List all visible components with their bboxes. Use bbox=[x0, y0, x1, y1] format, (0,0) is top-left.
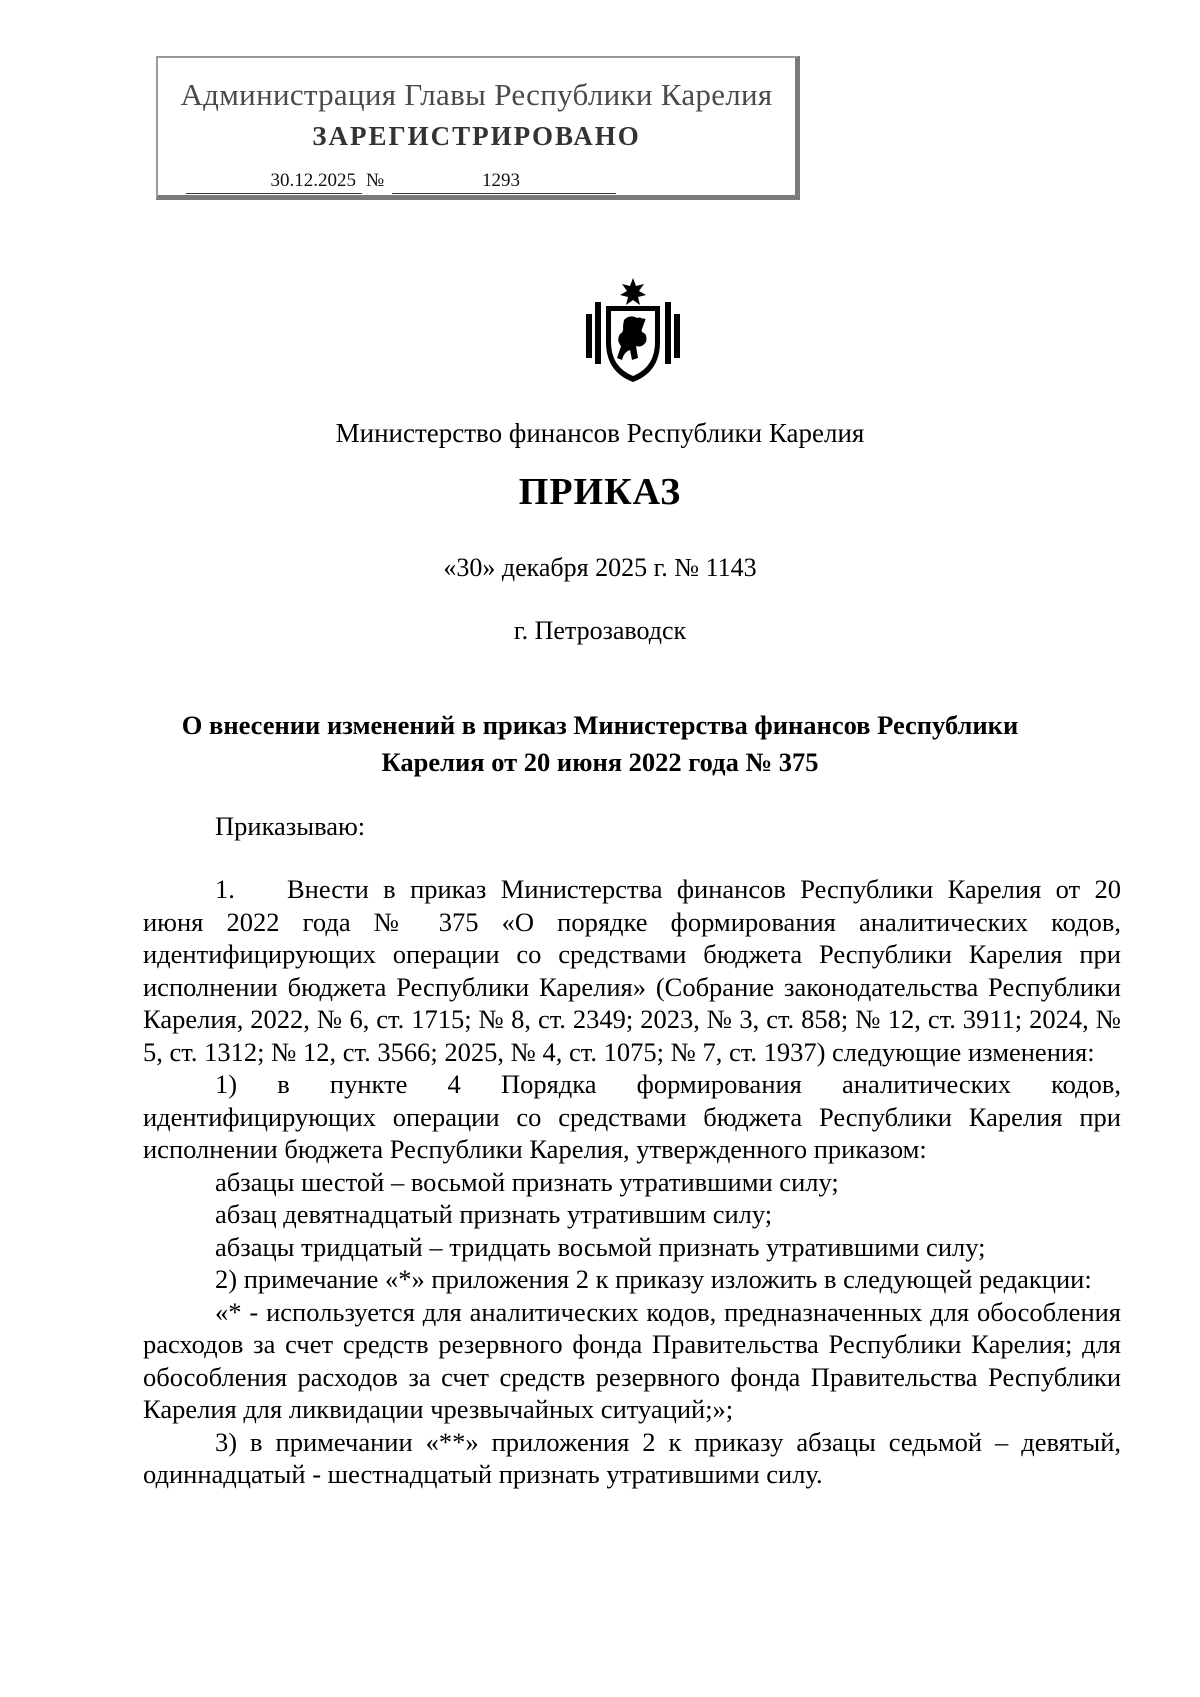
subitem-1: 1) в пункте 4 Порядка формирования аналитических кодов, идентифицирующих операции со средствами бюджета Республики Карелия при исполнении бюджета Республики Карелия, утвержденного приказом: bbox=[143, 1069, 1121, 1164]
order-subject bbox=[0, 707, 1200, 781]
subitem-2-quote: «* - используется для аналитических кодов, предназначенных для обособления расходов за счет средств резервного фонда Правительства Республики Карелия; для обособления расходов за счет средств резервного фонда Правительства Республики Карелия для ликвидации чрезвычайных ситуаций;»; bbox=[143, 1296, 1121, 1424]
stamp-status: ЗАРЕГИСТРИРОВАНО bbox=[312, 121, 641, 151]
decree-word: Приказываю: bbox=[215, 811, 366, 841]
stamp-date: 30.12.2025 bbox=[186, 170, 362, 194]
subject-line-2: Карелия от 20 июня 2022 года № 375 bbox=[381, 747, 819, 777]
coat-of-arms-icon bbox=[580, 276, 686, 386]
order-date-number: «30» декабря 2025 г. № 1143 bbox=[443, 553, 757, 582]
subitem-1-b: абзац девятнадцатый признать утратившим силу; bbox=[215, 1199, 773, 1229]
stamp-number: 1293 bbox=[392, 170, 616, 194]
subitem-2: 2) примечание «*» приложения 2 к приказу изложить в следующей редакции: bbox=[215, 1264, 1092, 1294]
subitem-1-a: абзацы шестой – восьмой признать утратившими силу; bbox=[215, 1166, 839, 1197]
subject-line-1: О внесении изменений в приказ Министерства финансов Республики bbox=[181, 710, 1019, 740]
subitem-3: 3) в примечании «**» приложения 2 к приказу абзацы седьмой – девятый, одиннадцатый - шестнадцатый признать утратившими силу. bbox=[143, 1426, 1121, 1489]
subitem-1-c: абзацы тридцатый – тридцать восьмой признать утратившими силу; bbox=[215, 1231, 986, 1262]
city: г. Петрозаводск bbox=[513, 616, 687, 645]
order-body bbox=[143, 873, 1121, 1491]
registration-stamp bbox=[156, 56, 800, 200]
stamp-number-sign: № bbox=[366, 170, 385, 191]
ministry-name: Министерство финансов Республики Карелия bbox=[335, 418, 865, 448]
item-1 bbox=[143, 873, 1121, 1068]
document-title: ПРИКАЗ bbox=[518, 471, 682, 513]
stamp-organization: Администрация Главы Республики Карелия bbox=[180, 77, 773, 112]
item-1-number: 1. bbox=[215, 874, 235, 904]
item-1-text: Внести в приказ Министерства финансов Республики Карелия от 20 июня 2022 года № 375 «О порядке формирования аналитических кодов, идентифицирующих операции со средствами бюджета Республики Карелия при исполнении бюджета Республики Карелия» (Собрание законодательства Республики Карелия, 2022, № 6, ст. 1715; № 8, ст. 2349; 2023, № 3, ст. 858; № 12, ст. 3911; 2024, № 5, ст. 1312; № 12, ст. 3566; 2025, № 4, ст. 1075; № 7, ст. 1937) следующие изменения: bbox=[143, 874, 1121, 1067]
